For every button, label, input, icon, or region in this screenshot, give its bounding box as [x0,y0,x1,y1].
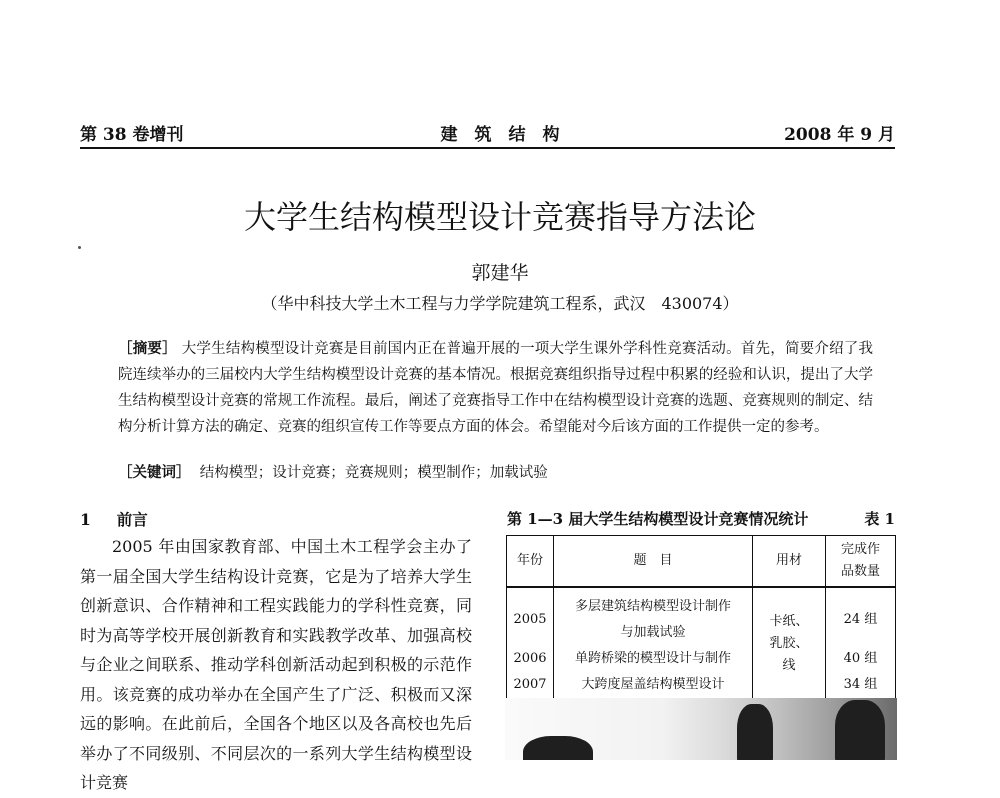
topic-cell: 多层建筑结构模型设计制作 [574,599,731,614]
material-line: 线 [782,658,796,673]
competition-photo [505,698,897,760]
keywords [118,460,873,486]
header-rule [80,147,895,149]
photo-figure [835,700,885,760]
photo-figure [737,704,773,760]
topic-cell-cont: 与加载试验 [620,625,686,640]
keywords-label: ［关键词］ [118,464,191,481]
journal-name: 建 筑 结 构 [440,125,560,145]
count-cell: 34 组 [843,677,878,692]
affiliation: （华中科技大学土木工程与力学学院建筑工程系，武汉 430074） [261,294,739,313]
count-cell: 40 组 [843,651,878,666]
speck [78,246,81,249]
material-line: 乳胶、 [769,636,809,651]
table-body-row [507,587,896,701]
stats-table [506,535,896,702]
section-number: 1 [80,510,91,529]
paper-title: 大学生结构模型设计竞赛指导方法论 [243,198,756,236]
header-topic: 题 目 [554,536,753,588]
abstract [118,336,873,440]
section-heading [80,508,148,530]
keywords-text: 结构模型；设计竞赛；竞赛规则；模型制作；加载试验 [199,465,548,481]
header-material: 用材 [753,536,826,588]
photo-figure [523,736,593,760]
section-title: 前言 [116,510,148,529]
header-count [826,536,896,588]
header-count-line1: 完成作 [840,542,880,557]
count-column [826,587,896,701]
author-name: 郭建华 [471,262,529,284]
topic-cell: 大跨度屋盖结构模型设计 [581,677,725,692]
header-count-line2: 品数量 [840,564,880,579]
abstract-label: ［摘要］ [118,340,177,357]
table-caption-text: 第 1—3 届大学生结构模型设计竞赛情况统计 [507,510,809,528]
journal-volume: 第 38 卷增刊 [80,125,184,145]
material-cell [753,587,826,701]
topic-cell: 单跨桥梁的模型设计与制作 [574,651,731,666]
topic-column [554,587,753,701]
material-line: 卡纸、 [769,614,809,629]
year-column [507,587,554,701]
year-cell: 2006 [513,651,547,666]
header-year: 年份 [507,536,554,588]
table-caption [507,508,895,529]
journal-date: 2008 年 9 月 [784,125,895,145]
year-cell: 2007 [513,677,547,692]
table-header-row [507,536,896,588]
count-cell: 24 组 [843,612,878,627]
table-number: 表 1 [864,510,895,528]
year-cell: 2005 [513,612,547,627]
abstract-text: 大学生结构模型设计竞赛是目前国内正在普遍开展的一项大学生课外学科性竞赛活动。首先，简要介绍了我院连续举办的三届校内大学生结构模型设计竞赛的基本情况。根据竞赛组织指导过程中积累的经验和认识，提出了大学生结构模型设计竞赛的常规工作流程。最后，阐述了竞赛指导工作中在结构模型设计竞赛的选题、竞赛规则的制定、结构分析计算方法的确定、竞赛的组织宣传工作等要点方面的体会。希望能对今后该方面的工作提供一定的参考。 [118,341,874,435]
section-body: 2005 年由国家教育部、中国土木工程学会主办了第一届全国大学生结构设计竞赛，它是为了培养大学生创新意识、合作精神和工程实践能力的学科性竞赛，同时为高等学校开展创新教育和实践教学改革、加强高校与企业之间联系、推动学科创新活动起到积极的示范作用。该竞赛的成功举办在全国产生了广泛、积极而又深远的影响。在此前后，全国各个地区以及各高校也先后举办了不同级别、不同层次的一系列大学生结构模型设计竞赛 [80,537,472,792]
